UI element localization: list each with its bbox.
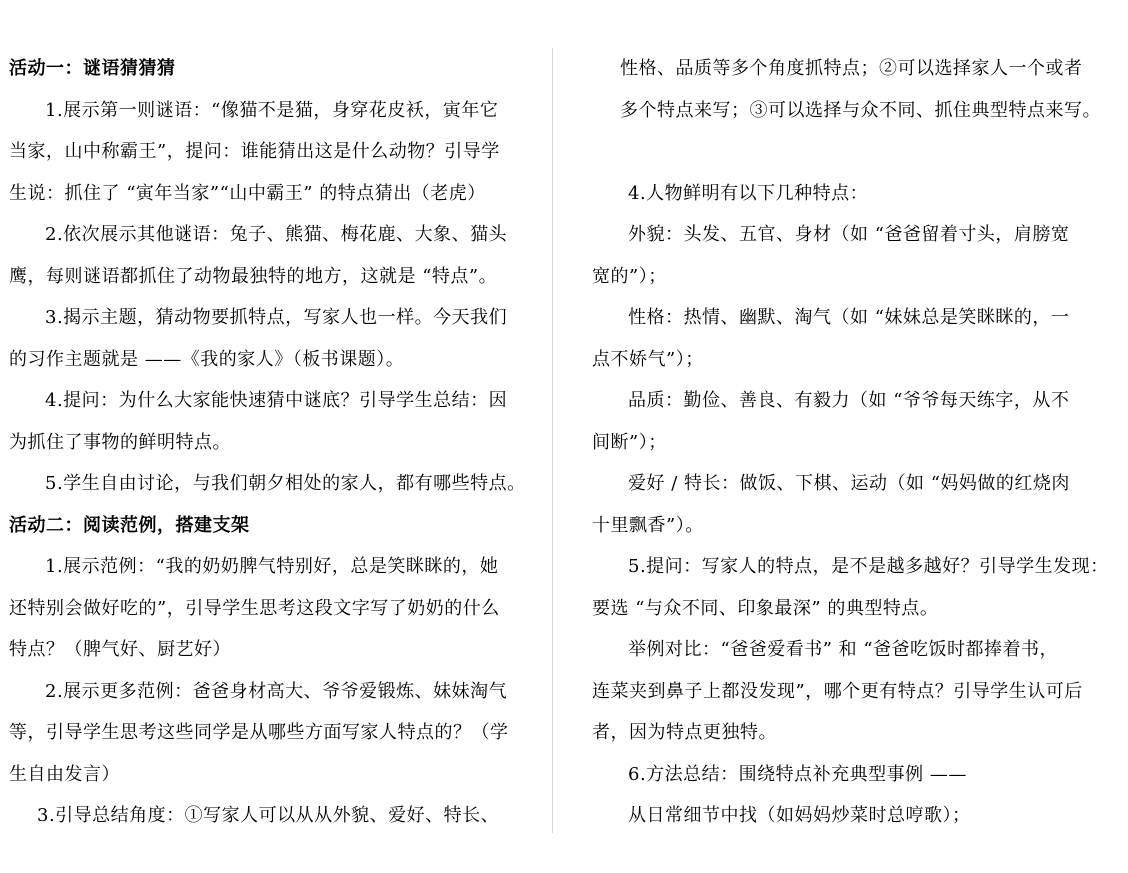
section-heading: 活动一：谜语猜猜猜 xyxy=(9,58,176,79)
paragraph-line: 从日常细节中找（如妈妈炒菜时总哼歌）； xyxy=(628,805,971,826)
paragraph-line: 间断”）； xyxy=(592,431,667,453)
paragraph-line: 十里飘香”）。 xyxy=(592,514,704,536)
paragraph-line: 生自由发言） xyxy=(9,763,120,785)
paragraph-line: 点不娇气”）； xyxy=(592,348,704,370)
paragraph-line: 6.方法总结：围绕特点补充典型事例 —— xyxy=(628,763,967,785)
paragraph-line: 外貌：头发、五官、身材（如 “爸爸留着寸头，肩膀宽 xyxy=(628,224,1070,245)
paragraph-line: 的习作主题就是 ——《我的家人》（板书课题）。 xyxy=(9,348,405,370)
paragraph-line: 连菜夹到鼻子上都没发现”，哪个更有特点？引导学生认可后 xyxy=(592,680,1083,702)
paragraph-line: 1.展示范例：“我的奶奶脾气特别好，总是笑眯眯的，她 xyxy=(45,556,499,577)
paragraph-line: 3.揭示主题，猜动物要抓特点，写家人也一样。今天我们 xyxy=(45,307,508,328)
paragraph-line: 5.提问：写家人的特点，是不是越多越好？引导学生发现： xyxy=(628,556,1109,577)
blank-line xyxy=(592,131,1098,173)
paragraph-line: 生说：抓住了 “寅年当家”“山中霸王” 的特点猜出（老虎） xyxy=(9,182,486,204)
left-column xyxy=(9,48,526,837)
paragraph-line: 爱好 / 特长：做饭、下棋、运动（如 “妈妈做的红烧肉 xyxy=(628,473,1070,494)
paragraph-line: 当家，山中称霸王”，提问：谁能猜出这是什么动物？引导学 xyxy=(9,141,500,162)
paragraph-line: 鹰，每则谜语都抓住了动物最独特的地方，这就是 “特点”。 xyxy=(9,265,498,287)
paragraph-line: 4.提问：为什么大家能快速猜中谜底？引导学生总结：因 xyxy=(45,390,508,411)
paragraph-line: 等，引导学生思考这些同学是从哪些方面写家人特点的？（学 xyxy=(9,722,509,743)
paragraph-line: 性格、品质等多个角度抓特点；②可以选择家人一个或者 xyxy=(620,58,1083,79)
section-heading: 活动二：阅读范例，搭建支架 xyxy=(9,514,250,536)
paragraph-line: 2.展示更多范例：爸爸身材高大、爷爷爱锻炼、妹妹淘气 xyxy=(45,680,508,702)
paragraph-line: 宽的”）； xyxy=(592,265,667,287)
paragraph-line: 要选 “与众不同、印象最深” 的典型特点。 xyxy=(592,597,939,619)
paragraph-line: 品质：勤俭、善良、有毅力（如 “爷爷每天练字，从不 xyxy=(628,390,1070,411)
paragraph-line: 者，因为特点更独特。 xyxy=(592,722,777,743)
paragraph-line: 还特别会做好吃的”，引导学生思考这段文字写了奶奶的什么 xyxy=(9,597,500,619)
column-divider xyxy=(552,48,553,833)
paragraph-line: 1.展示第一则谜语：“像猫不是猫，身穿花皮袄，寅年它 xyxy=(45,99,499,121)
paragraph-line: 5.学生自由讨论，与我们朝夕相处的家人，都有哪些特点。 xyxy=(45,473,526,494)
paragraph-line: 性格：热情、幽默、淘气（如 “妹妹总是笑眯眯的，一 xyxy=(628,307,1070,328)
paragraph-line: 多个特点来写；③可以选择与众不同、抓住典型特点来写。 xyxy=(620,99,1101,121)
paragraph-line: 4.人物鲜明有以下几种特点： xyxy=(628,182,869,204)
right-column xyxy=(592,48,1109,837)
paragraph-line: 举例对比：“爸爸爱看书” 和 “爸爸吃饭时都捧着书， xyxy=(628,639,1059,660)
paragraph-line: 特点？（脾气好、厨艺好） xyxy=(9,639,231,660)
paragraph-line: 3.引导总结角度：①写家人可以从从外貌、爱好、特长、 xyxy=(37,805,500,826)
paragraph-line: 2.依次展示其他谜语：兔子、熊猫、梅花鹿、大象、猫头 xyxy=(45,224,508,245)
paragraph-line: 为抓住了事物的鲜明特点。 xyxy=(9,431,231,453)
